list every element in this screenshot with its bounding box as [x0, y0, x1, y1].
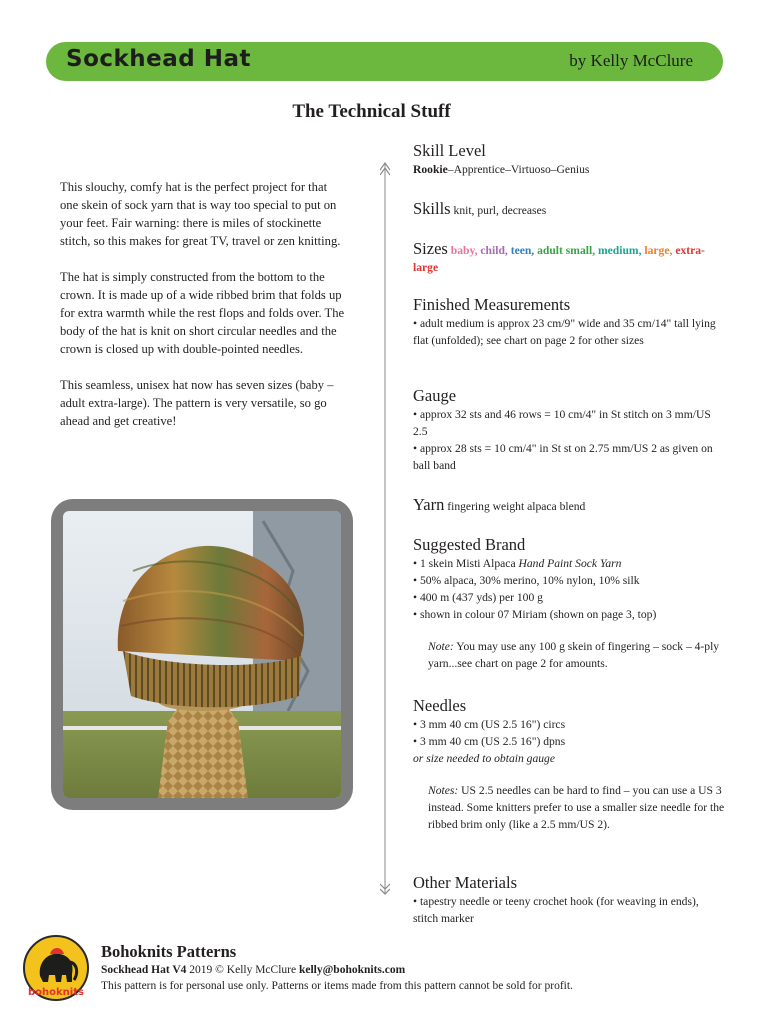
gauge-line-1: • approx 32 sts and 46 rows = 10 cm/4" in St stitch on 3 mm/US 2.5 — [413, 408, 711, 438]
intro-text — [60, 178, 345, 448]
footer-brand: Bohoknits Patterns — [101, 942, 237, 961]
sizes-heading: Sizes — [413, 239, 448, 258]
brand-line-3: • 400 m (437 yds) per 100 g — [413, 591, 543, 604]
finished-measurements-heading: Finished Measurements — [413, 295, 571, 314]
skills-text: knit, purl, decreases — [453, 204, 547, 217]
photo-frame — [51, 499, 353, 810]
other-materials-text: • tapestry needle or teeny crochet hook (for weaving in ends), stitch marker — [413, 895, 699, 925]
needles-note — [413, 782, 725, 833]
hat-photo — [63, 511, 341, 798]
skill-levels-rest: –Apprentice–Virtuoso–Genius — [447, 163, 590, 176]
needles-line-2: • 3 mm 40 cm (US 2.5 16") dpns — [413, 735, 566, 748]
size-option: baby, — [450, 244, 478, 257]
size-option: large, — [644, 244, 673, 257]
bohoknits-logo — [22, 934, 90, 1002]
header-bar — [46, 42, 723, 81]
finished-measurements-text: • adult medium is approx 23 cm/9" wide and 35 cm/14" tall lying flat (unfolded); see chart on page 2 for other sizes — [413, 317, 716, 347]
needles-section — [413, 696, 725, 833]
other-materials-heading: Other Materials — [413, 873, 518, 892]
needles-heading: Needles — [413, 696, 467, 715]
size-option: medium, — [598, 244, 642, 257]
suggested-brand-heading: Suggested Brand — [413, 535, 526, 554]
skill-level-selected: Rookie — [413, 163, 448, 176]
sizes-section — [413, 239, 725, 276]
section-title: The Technical Stuff — [292, 101, 451, 122]
brand-note-label: Note: — [428, 640, 454, 653]
skill-level-heading: Skill Level — [413, 141, 486, 160]
footer-pattern-version: Sockhead Hat V4 — [101, 964, 187, 976]
brand-note-text: You may use any 100 g skein of fingering – sock – 4-ply yarn...see chart on page 2 for amounts. — [428, 640, 720, 670]
logo-text: bohoknits — [28, 987, 84, 998]
footer-copyright: 2019 © Kelly McClure — [186, 964, 299, 976]
size-option: adult small, — [537, 244, 596, 257]
size-option: child, — [480, 244, 508, 257]
skills-section — [413, 199, 725, 219]
needles-note-label: Notes: — [428, 784, 459, 797]
brand-yarn-name: Hand Paint Sock Yarn — [518, 557, 622, 570]
intro-paragraph-1: This slouchy, comfy hat is the perfect project for that one skein of sock yarn that is way too special to put on your feet. Fair warning: there is miles of stockinette stitch, so this makes for great TV, travel or zen knitting. — [60, 180, 341, 248]
footer — [101, 942, 741, 994]
intro-paragraph-3: This seamless, unisex hat now has seven sizes (baby – adult extra-large). The pattern is very versatile, so go ahead and get creative! — [60, 378, 334, 428]
footer-email-link[interactable]: kelly@bohoknits.com — [298, 964, 406, 976]
skills-heading: Skills — [413, 199, 451, 218]
gauge-section — [413, 386, 725, 474]
yarn-section — [413, 495, 725, 515]
column-divider — [380, 162, 390, 896]
brand-line-1: • 1 skein Misti Alpaca — [413, 557, 519, 570]
size-option: extra-large — [413, 244, 705, 274]
sizes-list — [413, 244, 705, 274]
footer-copyright-line — [101, 962, 741, 978]
pattern-title: Sockhead Hat — [66, 46, 252, 72]
yarn-heading: Yarn — [413, 495, 445, 514]
skill-level-section — [413, 141, 725, 178]
suggested-brand-section — [413, 535, 725, 672]
size-option: teen, — [510, 244, 535, 257]
brand-note — [413, 638, 725, 672]
pattern-author: by Kelly McClure — [569, 51, 693, 70]
footer-notice: This pattern is for personal use only. Patterns or items made from this pattern cannot be sold for profit. — [101, 980, 573, 992]
needles-line-1: • 3 mm 40 cm (US 2.5 16") circs — [413, 718, 566, 731]
needles-line-3: or size needed to obtain gauge — [413, 752, 556, 765]
brand-line-2: • 50% alpaca, 30% merino, 10% nylon, 10% silk — [413, 574, 640, 587]
gauge-line-2: • approx 28 sts = 10 cm/4" in St st on 2.75 mm/US 2 as given on ball band — [413, 442, 713, 472]
brand-line-4: • shown in colour 07 Miriam (shown on page 3, top) — [413, 608, 657, 621]
gauge-heading: Gauge — [413, 386, 457, 405]
intro-paragraph-2: The hat is simply constructed from the bottom to the crown. It is made up of a wide ribbed brim that folds up for extra warmth while the rest flops and folds over. The body of the hat is knit on short circular needles and the crown is closed up with double-pointed needles. — [60, 270, 345, 356]
needles-note-text: US 2.5 needles can be hard to find – you can use a US 3 instead. Some knitters prefer to use a smaller size needle for the ribbed brim only (like a 2.5 mm/US 2). — [428, 784, 725, 831]
other-materials-section — [413, 873, 725, 927]
hat-photo-image — [63, 511, 341, 798]
yarn-text: fingering weight alpaca blend — [447, 500, 586, 513]
finished-measurements-section — [413, 295, 725, 349]
